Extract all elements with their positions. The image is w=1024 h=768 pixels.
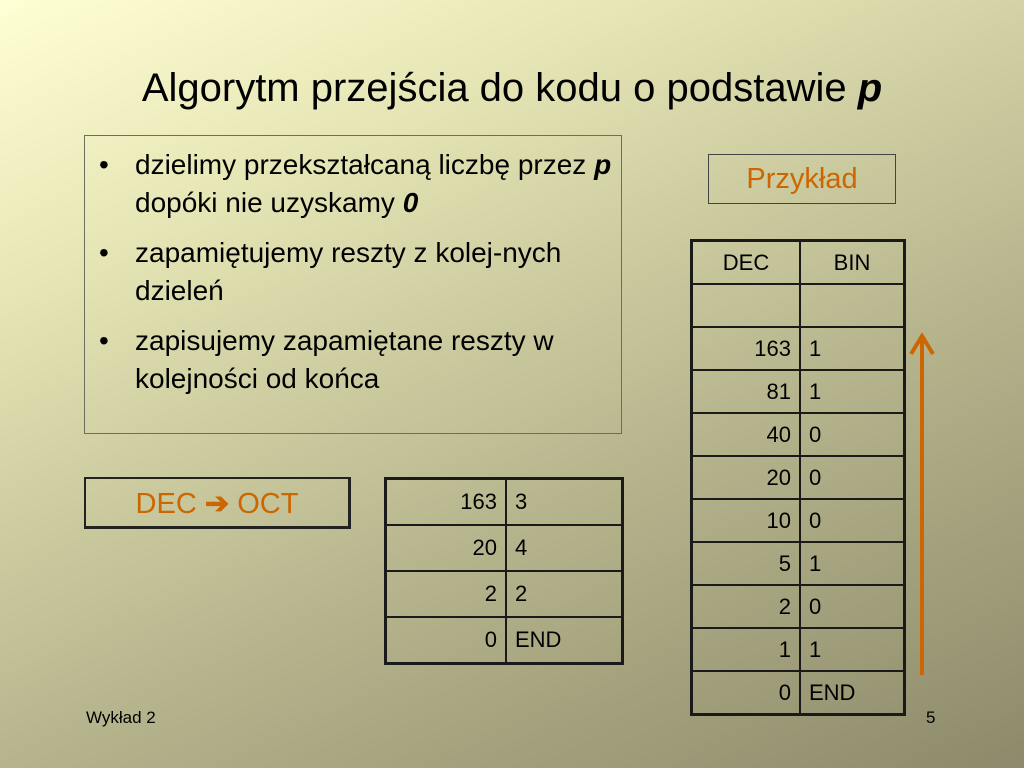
table-row: 10 0 [692, 499, 905, 542]
table-row: 81 1 [692, 370, 905, 413]
bullet-item: • zapisujemy zapamiętane reszty w kolejności od końca [99, 322, 619, 398]
title-variable: p [857, 66, 883, 110]
table-header-row [692, 241, 905, 285]
example-label-box: Przykład [708, 154, 896, 204]
right-arrow-icon: ➔ [204, 488, 230, 520]
slide-title [0, 64, 1024, 112]
table-row: 2 2 [386, 571, 623, 617]
bin-conversion-table [690, 239, 906, 716]
table-row: 20 0 [692, 456, 905, 499]
header-dec: DEC [692, 241, 801, 285]
bullet-list [99, 146, 619, 410]
bullet-item: • dzielimy przekształcaną liczbę przez p dopóki nie uzyskamy 0 [99, 146, 619, 222]
title-text: Algorytm przejścia do kodu o podstawie [141, 66, 858, 110]
table-row: 0 END [692, 671, 905, 715]
to-base: OCT [237, 488, 299, 520]
table-row: 0 END [386, 617, 623, 664]
up-arrow-icon [908, 330, 938, 680]
table-row: 20 4 [386, 525, 623, 571]
conversion-label-box [84, 477, 351, 529]
footer-lecture-label: Wykład 2 [86, 708, 156, 727]
header-bin: BIN [800, 241, 905, 285]
table-row: 2 0 [692, 585, 905, 628]
table-row: 163 1 [692, 327, 905, 370]
table-row: 5 1 [692, 542, 905, 585]
bullet-item: • zapamiętujemy reszty z kolej-nych dzieleń [99, 234, 619, 310]
from-base: DEC [135, 488, 197, 520]
table-row [692, 284, 905, 327]
table-row: 163 3 [386, 479, 623, 526]
oct-conversion-table [384, 477, 624, 665]
bullet-box [84, 135, 622, 434]
slide-number: 5 [926, 708, 936, 727]
table-row: 40 0 [692, 413, 905, 456]
table-row: 1 1 [692, 628, 905, 671]
